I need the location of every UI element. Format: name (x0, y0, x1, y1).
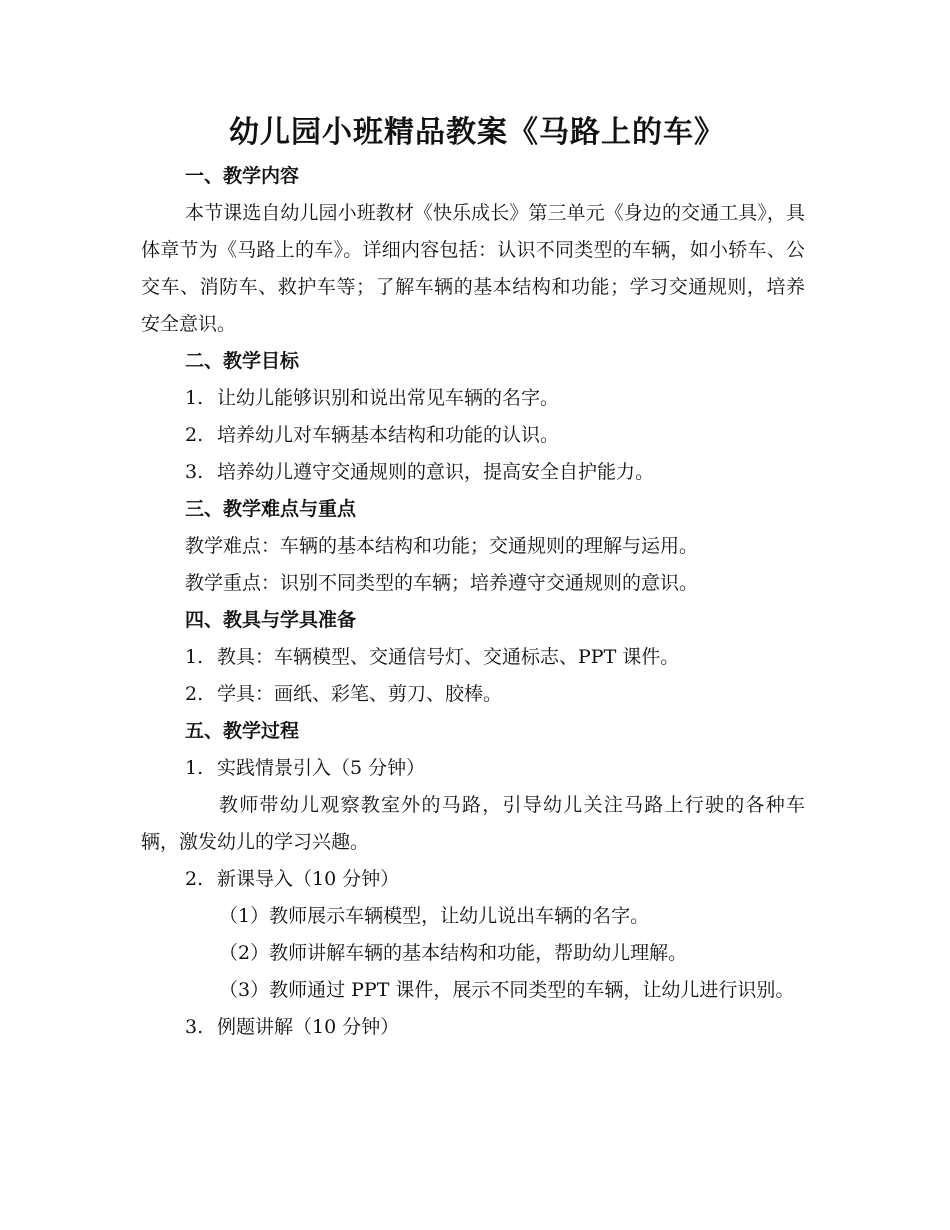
material-number: 1. (185, 646, 204, 668)
goal-number: 3. (185, 461, 204, 483)
material-number: 2. (185, 683, 204, 705)
goal-item (141, 454, 805, 491)
step-title-text: 例题讲解（10 分钟） (217, 1016, 400, 1038)
material-item (141, 676, 805, 713)
step-sub-item-wrapped: （3）教师通过 PPT 课件，展示不同类型的车辆，让幼儿进行识别。 (219, 979, 795, 1001)
step-number: 1. (185, 757, 204, 779)
key-point-line: 教学重点：识别不同类型的车辆；培养遵守交通规则的意识。 (185, 572, 699, 594)
section-heading-difficulties: 三、教学难点与重点 (185, 498, 357, 520)
step-sub-item: （2）教师讲解车辆的基本结构和功能，帮助幼儿理解。 (219, 942, 688, 964)
section-heading-materials: 四、教具与学具准备 (185, 609, 357, 631)
step-title-text: 实践情景引入（5 分钟） (217, 757, 426, 779)
step-number: 2. (185, 868, 204, 890)
goal-number: 2. (185, 424, 204, 446)
goal-text: 培养幼儿对车辆基本结构和功能的认识。 (217, 424, 560, 446)
process-step-title (141, 750, 805, 787)
document-title: 幼儿园小班精品教案《马路上的车》 (229, 115, 725, 150)
material-text: 教具：车辆模型、交通信号灯、交通标志、PPT 课件。 (217, 646, 680, 668)
section-heading-process: 五、教学过程 (185, 720, 300, 742)
step-title-text: 新课导入（10 分钟） (217, 868, 400, 890)
section-heading-content: 一、教学内容 (185, 165, 300, 187)
goal-text: 让幼儿能够识别和说出常见车辆的名字。 (217, 387, 560, 409)
content-paragraph: 本节课选自幼儿园小班教材《快乐成长》第三单元《身边的交通工具》，具体章节为《马路上的车》。详细内容包括：认识不同类型的车辆，如小轿车、公交车、消防车、救护车等；了解车辆的基本结构和功能；学习交通规则，培养安全意识。 (141, 202, 805, 335)
section-heading-goals: 二、教学目标 (185, 350, 300, 372)
material-item (141, 639, 805, 676)
goal-text: 培养幼儿遵守交通规则的意识，提高安全自护能力。 (217, 461, 655, 483)
process-step-title (141, 861, 805, 898)
goal-item (141, 417, 805, 454)
goal-item (141, 380, 805, 417)
difficulty-line: 教学难点：车辆的基本结构和功能；交通规则的理解与运用。 (185, 535, 699, 557)
step-paragraph: 教师带幼儿观察教室外的马路，引导幼儿关注马路上行驶的各种车辆，激发幼儿的学习兴趣。 (141, 794, 805, 853)
step-number: 3. (185, 1016, 204, 1038)
step-sub-item: （1）教师展示车辆模型，让幼儿说出车辆的名字。 (219, 905, 650, 927)
material-text: 学具：画纸、彩笔、剪刀、胶棒。 (217, 683, 503, 705)
process-step-title (141, 1009, 805, 1046)
goal-number: 1. (185, 387, 204, 409)
